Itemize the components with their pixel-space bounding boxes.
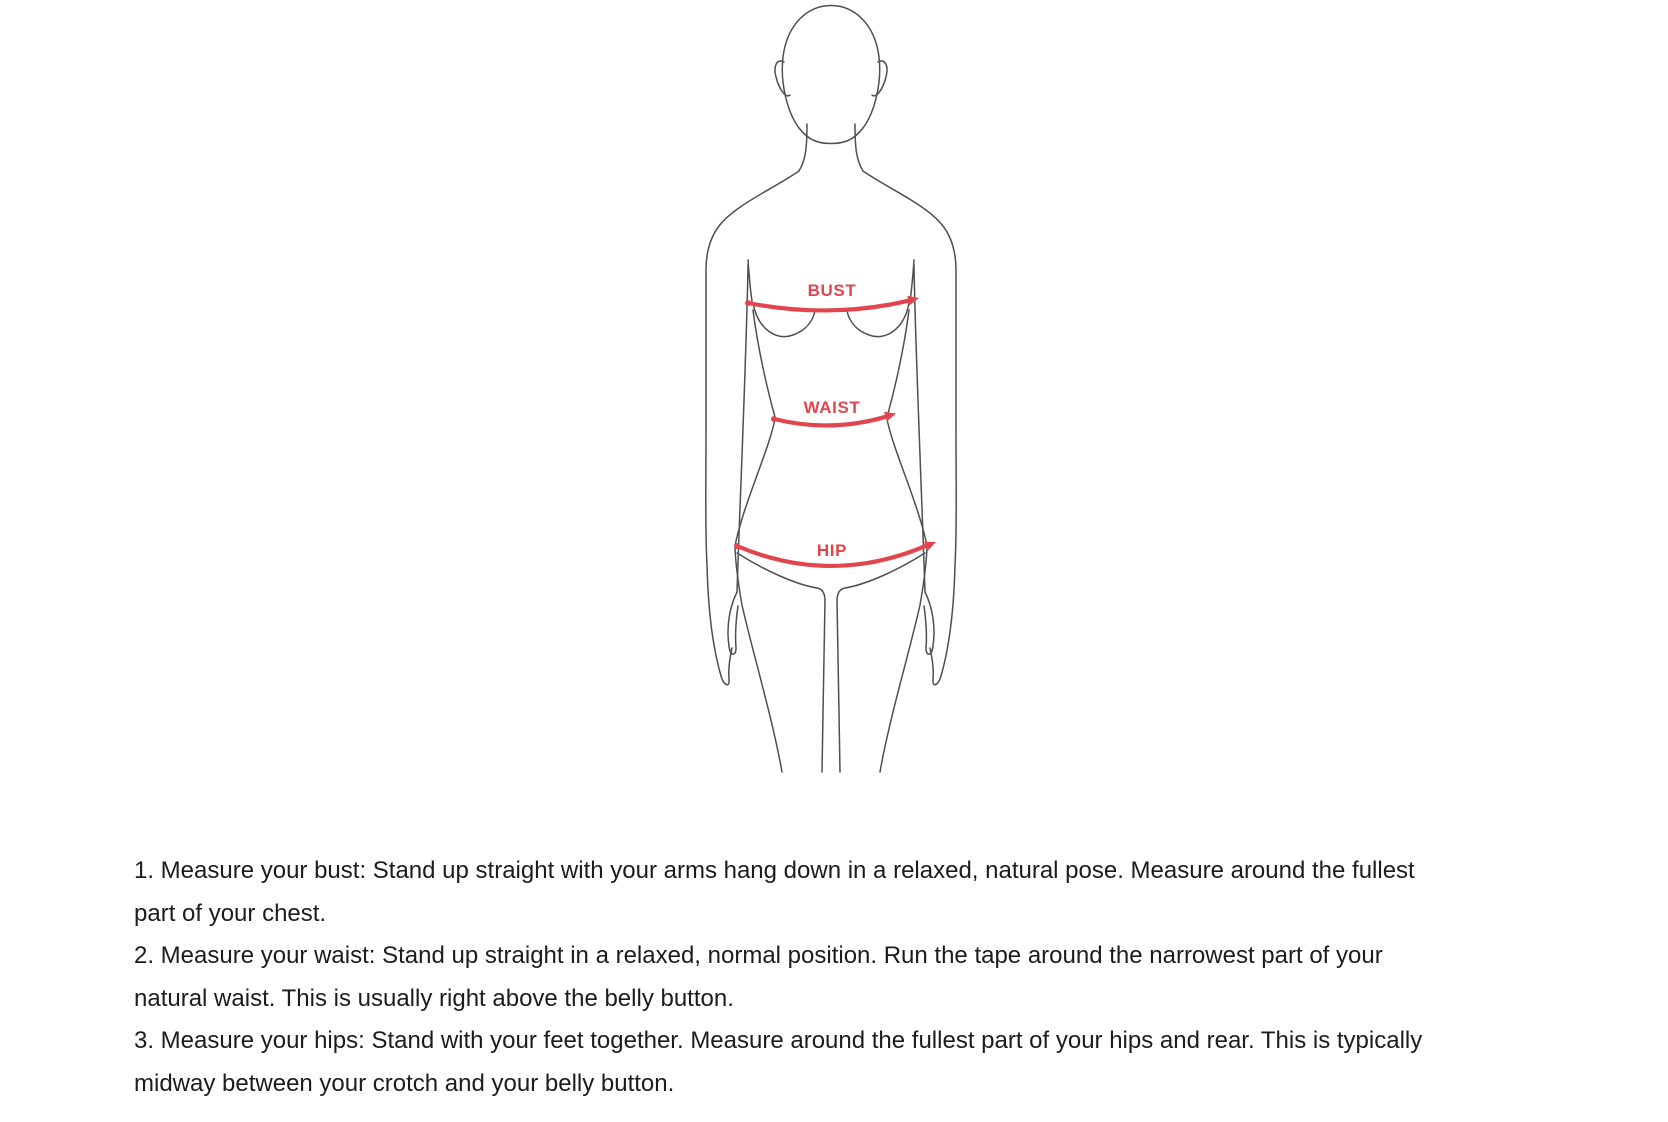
left-outer-leg [735, 548, 782, 772]
instruction-line: part of your chest. [134, 899, 327, 927]
waist-arrow-icon [884, 412, 896, 422]
left-shoulder-arm [706, 171, 799, 685]
right-side-upper [910, 260, 914, 301]
left-inner-thigh [822, 601, 825, 772]
instruction-line: 2. Measure your waist: Stand up straight in a relaxed, normal position. Run the tape around the narrowest part of your [134, 942, 1383, 969]
left-inner-arm [737, 265, 748, 592]
right-inner-thigh [837, 601, 840, 772]
instruction-line: natural waist. This is usually right above the belly button. [134, 984, 734, 1012]
waist-label: WAIST [803, 398, 861, 417]
waist-measure-line [774, 417, 886, 426]
right-inner-arm [914, 265, 925, 592]
instruction-hips [134, 1020, 1604, 1105]
right-outer-leg [880, 548, 927, 772]
right-thumb [924, 592, 934, 654]
bust-label: BUST [807, 281, 857, 300]
left-side-upper [748, 260, 752, 301]
instruction-bust [134, 850, 1604, 935]
bust-measure-line [748, 301, 909, 311]
instruction-line: midway between your crotch and your belly button. [134, 1069, 675, 1097]
left-thumb [728, 592, 738, 654]
body-measurement-diagram [695, 0, 965, 775]
instruction-waist [134, 935, 1604, 1020]
right-shoulder-arm [863, 171, 956, 685]
hip-label: HIP [816, 541, 848, 560]
instruction-line: 1. Measure your bust: Stand up straight with your arms hang down in a relaxed, natural pose. Measure around the fullest [134, 857, 1415, 884]
body-outline [706, 6, 957, 773]
size-guide-figure [695, 0, 965, 775]
instruction-line: 3. Measure your hips: Stand with your feet together. Measure around the fullest part of your hips and rear. This is typically [134, 1027, 1423, 1054]
measurement-instructions [134, 850, 1604, 1105]
head-outline [782, 6, 879, 144]
